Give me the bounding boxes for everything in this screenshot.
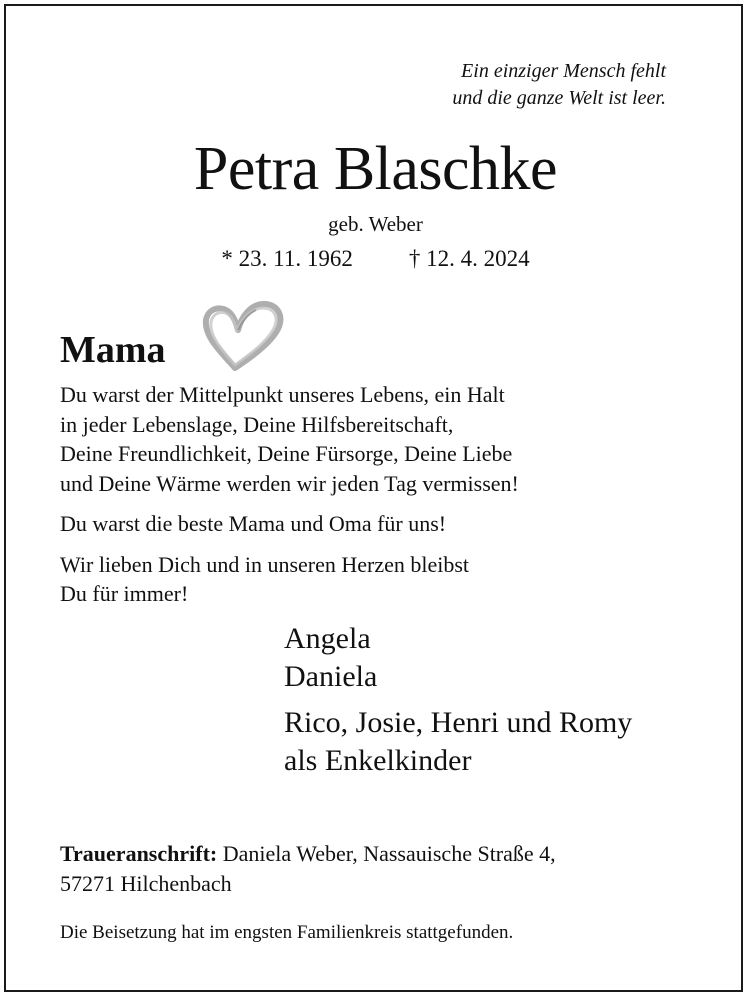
deceased-name: Petra Blaschke [193, 135, 558, 203]
grandchildren-names: Rico, Josie, Henri und Romy [284, 706, 633, 739]
signers-block [284, 620, 632, 780]
tribute-text [60, 380, 680, 609]
maiden-name: geb. Weber [328, 212, 423, 236]
death-date: † 12. 4. 2024 [408, 246, 530, 271]
signer-name: Daniela [284, 660, 378, 693]
text-line: Du für immer! [60, 581, 189, 606]
quote-line-2: und die ganze Welt ist leer. [452, 87, 666, 109]
address-line-2: 57271 Hilchenbach [60, 870, 232, 896]
tribute-paragraph-3 [60, 550, 680, 609]
quote-line-1: Ein einziger Mensch fehlt [461, 60, 666, 82]
signer-name: Angela [284, 622, 371, 655]
opening-quote [452, 58, 666, 112]
text-line: und Deine Wärme werden wir jeden Tag vermissen! [60, 470, 519, 496]
birth-date: * 23. 11. 1962 [221, 246, 353, 271]
text-line: Du warst der Mittelpunkt unseres Lebens, ein Halt [60, 382, 505, 407]
life-dates [0, 244, 751, 274]
address-label: Traueranschrift: [60, 841, 218, 866]
burial-note: Die Beisetzung hat im engsten Familienkreis stattgefunden. [60, 922, 514, 943]
text-line: Deine Freundlichkeit, Deine Fürsorge, Deine Liebe [60, 441, 513, 466]
text-line: Wir lieben Dich und in unseren Herzen bleibst [60, 551, 470, 577]
heart-icon [198, 296, 288, 374]
tribute-paragraph-2: Du warst die beste Mama und Oma für uns! [60, 511, 447, 536]
mourning-address [60, 839, 700, 898]
grandchildren-label: als Enkelkinder [284, 744, 472, 777]
address-line-1: Daniela Weber, Nassauische Straße 4, [217, 841, 556, 866]
text-line: in jeder Lebenslage, Deine Hilfsbereitschaft, [60, 411, 454, 437]
tribute-heading: Mama [60, 329, 166, 371]
tribute-paragraph-1 [60, 380, 680, 498]
